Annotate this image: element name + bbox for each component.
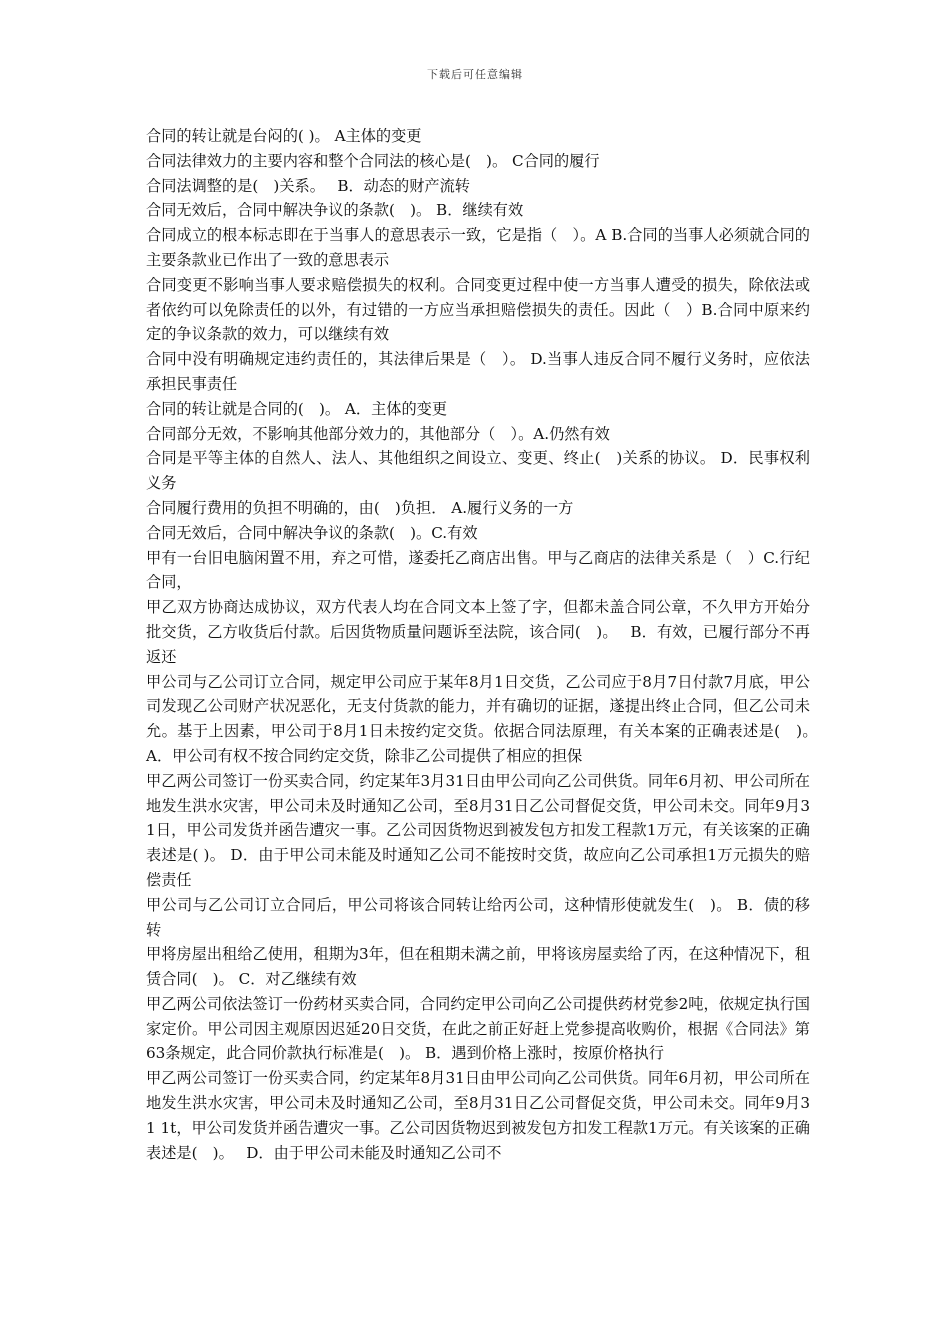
paragraph-1: 合同的转让就是台闷的( )。 A主体的变更 [146,127,422,145]
paragraph-3: 合同法调整的是( )关系。 B．动态的财产流转 [146,176,470,195]
paragraph-8: 合同的转让就是合同的( )。 A．主体的变更 [146,399,448,418]
paragraph-13: 甲有一台旧电脑闲置不用，弃之可惜，遂委托乙商店出售。甲与乙商店的法律关系是（ ）C.行纪合同， [146,548,810,592]
paragraph-14: 甲乙双方协商达成协议，双方代表人均在合同文本上签了字，但都未盖合同公章，不久甲方开始分批交货，乙方收货后付款。后因货物质量问题诉至法院，该合同( )。 B．有效，已履行部分不再返还 [146,598,810,666]
paragraph-19: 甲乙两公司依法签订一份药材买卖合同，合同约定甲公司向乙公司提供药材党参2吨，依规定执行国家定价。甲公司因主观原因迟延20日交货，在此之前正好赶上党参提高收购价，根据《合同法》第63条规定，此合同价款执行标准是( )。 B．遇到价格上涨时，按原价格执行 [146,994,810,1063]
paragraph-2: 合同法律效力的主要内容和整个合同法的核心是( )。 C合同的履行 [146,151,600,170]
paragraph-17: 甲公司与乙公司订立合同后，甲公司将该合同转让给丙公司，这种情形使就发生( )。 B．债的移转 [146,895,810,939]
paragraph-7: 合同中没有明确规定违约责任的，其法律后果是（ ）。 D.当事人违反合同不履行义务时，应依法承担民事责任 [146,350,810,393]
paragraph-16: 甲乙两公司签订一份买卖合同，约定某年3月31日由甲公司向乙公司供货。同年6月初、甲公司所在地发生洪水灾害，甲公司未及时通知乙公司，至8月31日乙公司督促交货，甲公司未交。同年9月31日，甲公司发货并函告遭灾一事。乙公司因货物迟到被发包方扣发工程款1万元，有关该案的正确表述是( )。 D．由于甲公司未能及时通知乙公司不能按时交货，故应向乙公司承担1万元损失的赔偿责任 [146,771,810,889]
paragraph-4: 合同无效后，合同中解决争议的条款( )。 B．继续有效 [146,201,524,220]
paragraph-11: 合同履行费用的负担不明确的，由( )负担． A.履行义务的一方 [146,498,574,517]
paragraph-18: 甲将房屋出租给乙使用，租期为3年，但在租期未满之前，甲将该房屋卖给了丙，在这种情况下，租赁合同( )。 C．对乙继续有效 [146,945,810,989]
paragraph-5: 合同成立的根本标志即在于当事人的意思表示一致，它是指（ ）。A B.合同的当事人必须就合同的主要条款业已作出了一致的意思表示 [146,226,810,269]
document-body [146,124,831,1165]
paragraph-15: 甲公司与乙公司订立合同，规定甲公司应于某年8月1日交货，乙公司应于8月7日付款7月底，甲公司发现乙公司财产状况恶化，无支付货款的能力，并有确切的证据，遂提出终止合同，但乙公司未允。基于上因素，甲公司于8月1日未按约定交货。依据合同法原理，有关本案的正确表述是( )。 A．甲公司有权不按合同约定交货，除非乙公司提供了相应的担保 [146,672,831,765]
paragraph-9: 合同部分无效，不影响其他部分效力的，其他部分（ ）。A.仍然有效 [146,424,610,443]
page-header: 下载后可任意编辑 [427,68,523,81]
paragraph-12: 合同无效后，合同中解决争议的条款( )。C.有效 [146,523,478,542]
paragraph-6: 合同变更不影响当事人要求赔偿损失的权利。合同变更过程中使一方当事人遭受的损失，除依法或者依约可以免除责任的以外，有过错的一方应当承担赔偿损失的责任。因此（ ）B.合同中原来约定的争议条款的效力，可以继续有效 [146,275,810,344]
paragraph-20: 甲乙两公司签订一份买卖合同，约定某年8月31日由甲公司向乙公司供货。同年6月初，甲公司所在地发生洪水灾害，甲公司未及时通知乙公司，至8月31日乙公司督促交货，甲公司未交。同年9月31 1t，甲公司发货并函告遭灾一事。乙公司因货物迟到被发包方扣发工程款1万元。有关该案的正确表述是( )。 D．由于甲公司未能及时通知乙公司不 [146,1069,810,1162]
paragraph-10: 合同是平等主体的自然人、法人、其他组织之间设立、变更、终止( )关系的协议。 D．民事权利义务 [146,449,810,493]
